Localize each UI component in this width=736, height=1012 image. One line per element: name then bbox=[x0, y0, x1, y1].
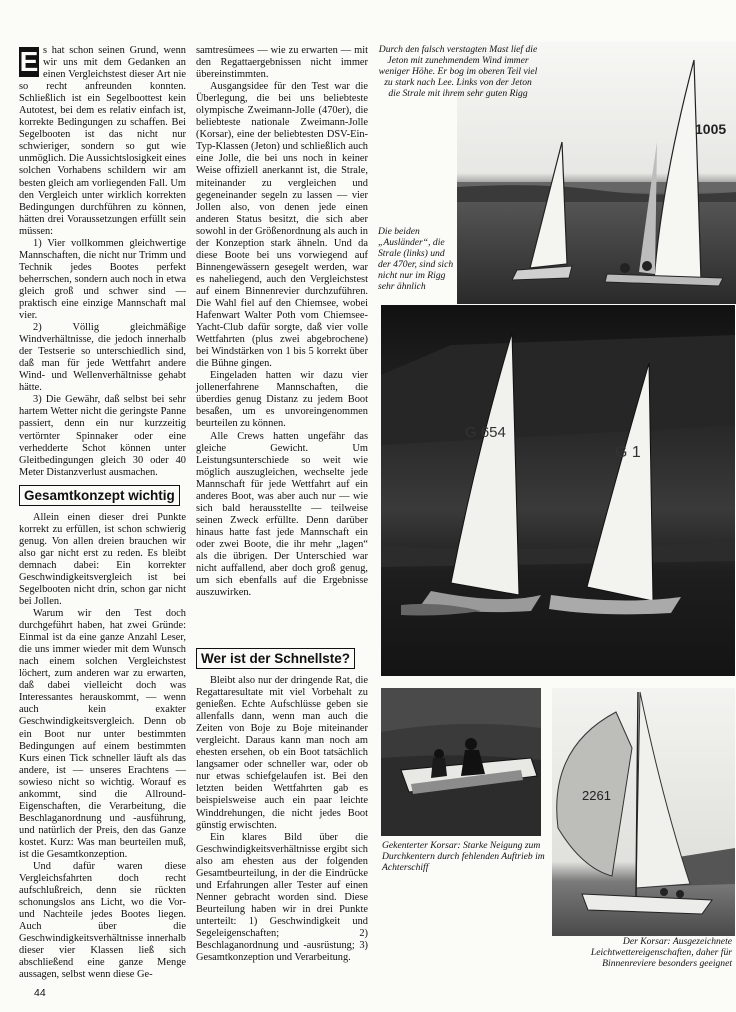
body-paragraph: Eingeladen hatten wir dazu vier jollenerfahrene Mannschaften, die überdies genug Distanz zu jedem Boot besaßen, um es unvoreingenommen beurteilen zu können. bbox=[196, 370, 368, 430]
photo-strale-470er bbox=[381, 305, 735, 676]
body-paragraph: Ein klares Bild über die Geschwindigkeitsverhältnisse ergibt sich also am ehesten aus der folgenden Gesamtbeurteilung, in der die Eindrücke und Erfahrungen aller Tester auf einen Nenner gebracht worden sind. Diese Beurteilung haben wir in drei Punkte unterteilt: 1) Geschwindigkeit und Segeleigenschaften; 2) Beschlaganordnung und -ausrüstung; 3) Gesamtkonzeption und Verarbeitung. bbox=[196, 831, 368, 964]
sail-number-g654: G 654 bbox=[465, 424, 506, 441]
sail-number-g1: G 1 bbox=[615, 444, 641, 461]
caption-auslaender: Die beiden „Ausländer“, die Strale (links) und der 470er, sind sich nicht nur im Rigg sehr ähnlich bbox=[378, 226, 454, 292]
caption-korsar: Der Korsar: Ausgezeichnete Leichtwettereigenschaften, daher für Binnenreviere besonders geeignet bbox=[590, 936, 732, 969]
photo-korsar-spinnaker bbox=[552, 688, 735, 936]
body-paragraph: 3) Die Gewähr, daß selbst bei sehr hartem Wetter nicht die geringste Panne passiert, denn ein nur kurzzeitig vertörnter Spinnaker oder eine verhedderte Schot können unter Gleitbedingungen gleich 30 oder 40 Meter Distanzverlust ausmachen. bbox=[19, 394, 186, 478]
section-heading-gesamtkonzept: Gesamtkonzept wichtig bbox=[19, 485, 180, 506]
body-paragraph: samtresümees — wie zu erwarten — mit den Regattaergebnissen nicht immer übereinstimmten. bbox=[196, 45, 368, 81]
drop-cap: E bbox=[19, 46, 39, 77]
section-heading-schnellste: Wer ist der Schnellste? bbox=[196, 648, 355, 669]
section-heading-box bbox=[19, 485, 186, 506]
column-2 bbox=[196, 45, 368, 599]
intro-paragraph: E s hat schon seinen Grund, wenn wir uns mit dem Gedanken an einen Vergleichstest dieser Art nie so recht anfreunden konnten. Schließlich ist ein Segelboottest kein Autotest, bei dem es relativ einfach ist, korrekte Bedingungen zu schaffen. Bei Segelbooten ist das nicht nur schwieriger, sondern so gut wie unmöglich. Die Aussichtslosigkeit eines solchen Vorhabens schildern wir am besten gleich am vorliegenden Fall. Um den Vergleich unter wirklich korrekten Bedingungen durchführen zu können, hätten drei Voraussetzungen erfüllt sein müssen: bbox=[19, 45, 186, 237]
body-paragraph: Bleibt also nur der dringende Rat, die Regattaresultate mit viel Vorbehalt zu genießen. Echte Aufschlüsse geben sie allenfalls dann, wenn man auch die Zeiten von Boje zu Boje miteinander vergleicht. Daraus kann man noch am ehesten ersehen, ob ein Boot tatsächlich langsamer oder schneller war, oder ob nur etwas schiefgelaufen ist. Bei den letzten beiden Wettfahrten gab es beispielsweise auch ein paar leichte Winddrehungen, die nicht jedes Boot günstig erwischten. bbox=[196, 675, 368, 831]
body-paragraph: Warum wir den Test doch durchgeführt haben, hat zwei Gründe: Einmal ist da eine ganze Anzahl Leser, die uns immer wieder mit dem Wunsch nach einem solchen Vergleichstest löchert, zum anderen war zu erwarten, daß dabei vielleicht doch was Interessantes herauskommt, — wenn auch kein exakter Geschwindigkeitsvergleich. Denn ob ein Boot nur unter bestimmten Bedingungen auf einem bestimmten Kurs einen Tick schneller läuft als das andere, ist — unseres Erachtens — sowieso nicht so wichtig. Worauf es ankommt, sind die Allround-Eigenschaften, die Verarbeitung, die Beschlaganordnung und -ausführung, und natürlich der Preis, den das Ganze kostet. Kurz: Was man beurteilen muß, ist die Gesamtkonzeption. bbox=[19, 608, 186, 860]
sail-number-2261: 2261 bbox=[582, 788, 611, 803]
body-paragraph: 2) Völlig gleichmäßige Windverhältnisse, die jedoch innerhalb der Testserie so unterschiedlich sind, daß man für jede Wettfahrt andere Wind- und Wellenverhältnisse gehabt hätte. bbox=[19, 322, 186, 394]
body-paragraph: Ausgangsidee für den Test war die Überlegung, die bei uns beliebteste olympische Zweimann-Jolle (470er), die beliebteste nationale Zweimann-Jolle (Korsar), eine der beliebtesten DSV-Ein-Typ-Klassen (Jeton) und schließlich auch eine Jolle, die bei uns noch in keiner Weise offiziell anerkannt ist, die Strale, miteinander zu vergleichen und gegeneinander segeln zu lassen — vier Jollen also, von denen jede einen anderen Status besitzt, die sich aber sowohl in der Größenordnung als auch in der Konzeption stark ähneln. Und da diese Boote bei uns vorwiegend auf Binnengewässern gesegelt werden, war es naheliegend, auch den Vergleichstest auf einem Binnenrevier durchzuführen. Die Wahl fiel auf den Chiemsee, wobei Hafenwart Walter Poth vom Chiemsee-Yacht-Club dafür sorgte, daß vier volle Wettfahrten (plus zwei abgebrochene) bei Windstärken von 1 bis 5 korrekt über die Bühne gingen. bbox=[196, 81, 368, 370]
photo-capsized-korsar bbox=[381, 688, 541, 836]
body-paragraph: Alle Crews hatten ungefähr das gleiche Gewicht. Um Leistungsunterschiede so weit wie möglich auszugleichen, wechselte jede Mannschaft für jede Wettfahrt auf ein anderes Boot, was aber auch nur — wie sich bald herausstellte — teilweise seinen Zweck erfüllte. Denn darüber hinaus hatte fast jede Mannschaft ein oder zwei Boote, die ihr mehr „lagen“ als die übrigen. Der Unterschied war nicht auffallend, aber doch groß genug, um sich ebenfalls auf die Ergebnisse auszuwirken. bbox=[196, 430, 368, 599]
body-paragraph: 1) Vier vollkommen gleichwertige Mannschaften, die nicht nur Trimm und Technik jedes Bootes perfekt beherrschen, sondern auch noch in etwa gleich groß und schwer sind — praktisch eine einzige Mannschaft mal vier. bbox=[19, 237, 186, 322]
sail-number-1005: 1005 bbox=[695, 121, 727, 137]
caption-capsized: Gekenterter Korsar: Starke Neigung zum Durchkentern durch fehlenden Auftrieb im Achterschiff bbox=[382, 840, 545, 873]
section-heading-box bbox=[196, 648, 368, 669]
caption-jeton: Durch den falsch verstagten Mast lief die Jeton mit zunehmendem Wind immer weniger Höhe. Er bog im oberen Teil viel zu stark nach Lee. Links von der Jeton die Strale mit ihrem sehr guten Rigg bbox=[378, 44, 538, 99]
body-paragraph: Allein einen dieser drei Punkte korrekt zu erfüllen, ist schon schwierig genug. Von allen dreien brauchen wir also gar nicht erst zu reden. Es bleibt demnach dabei: Ein korrekter Geschwindigkeitsvergleich ist bei Segelbooten nicht drin, schon gar nicht bei Jollen. bbox=[19, 511, 186, 608]
column-1 bbox=[19, 45, 186, 982]
body-paragraph: Und dafür waren diese Vergleichsfahrten doch recht aufschlußreich, denn sie rückten schonungslos ans Licht, wo die Vor- und Nachteile jedes Bootes liegen. Auch über die Geschwindigkeitsverhältnisse innerhalb dieser vier Klassen ließ sich abschließend eine ganze Menge aussagen, selbst wenn diese Ge- bbox=[19, 861, 186, 981]
column-2-lower bbox=[196, 648, 368, 964]
page-number: 44 bbox=[34, 987, 46, 999]
